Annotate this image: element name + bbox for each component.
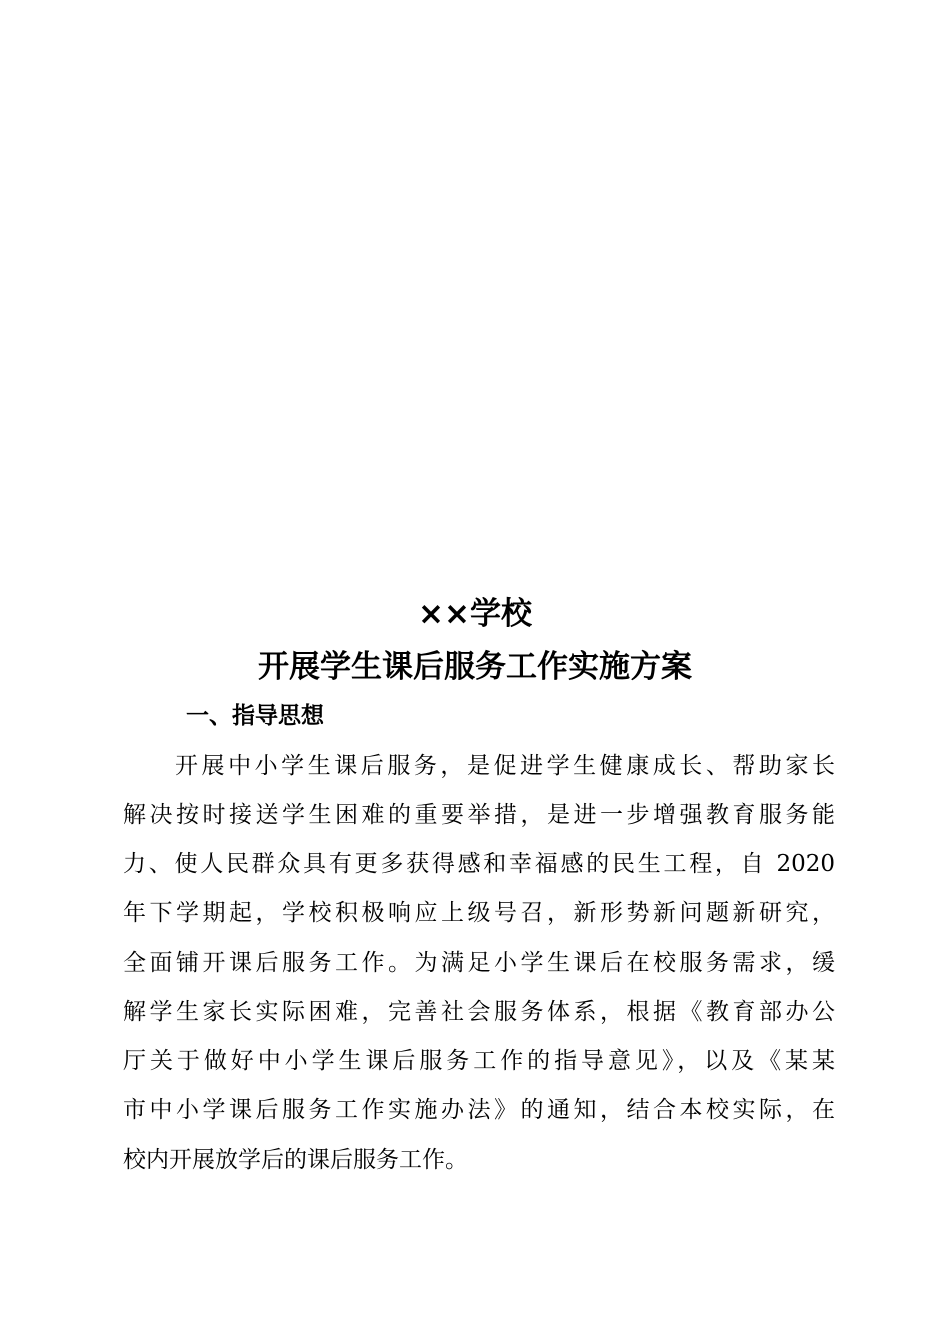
paragraph-line: 全面铺开课后服务工作。为满足小学生课后在校服务需求，缓 bbox=[123, 950, 835, 976]
paragraph-line: 厅关于做好中小学生课后服务工作的指导意见》，以及《某某 bbox=[123, 1048, 835, 1074]
paragraph-line: 年下学期起，学校积极响应上级号召，新形势新问题新研究， bbox=[123, 900, 835, 926]
paragraph-line: 开展中小学生课后服务，是促进学生健康成长、帮助家长 bbox=[175, 753, 835, 779]
paragraph-line: 力、使人民群众具有更多获得感和幸福感的民生工程，自 2020 bbox=[123, 851, 835, 877]
document-title-school: ××学校 bbox=[418, 596, 532, 632]
paragraph-line: 市中小学课后服务工作实施办法》的通知，结合本校实际，在 bbox=[123, 1097, 835, 1123]
document-title-main: 开展学生课后服务工作实施方案 bbox=[258, 649, 692, 685]
paragraph-line-last: 校内开展放学后的课后服务工作。 bbox=[123, 1147, 468, 1173]
paragraph-line: 解学生家长实际困难，完善社会服务体系，根据《教育部办公 bbox=[123, 999, 835, 1025]
paragraph-line: 解决按时接送学生困难的重要举措，是进一步增强教育服务能 bbox=[123, 802, 835, 828]
section-heading: 一、指导思想 bbox=[186, 703, 324, 729]
